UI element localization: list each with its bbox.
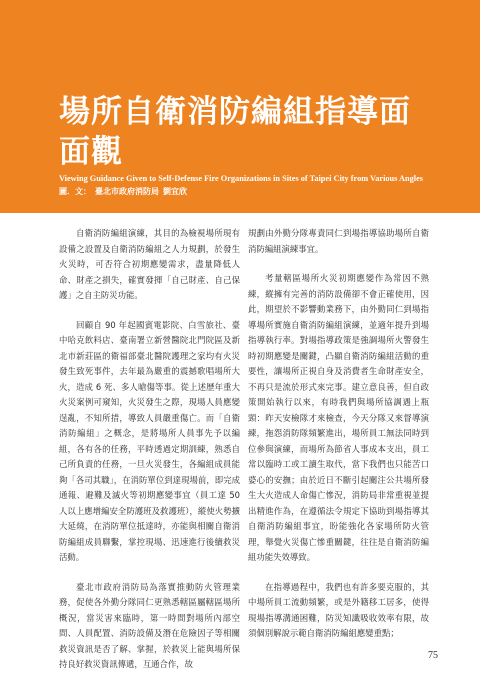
right-text-column [248,226,429,656]
paragraph: 自衛消防編組演練，其目的為檢視場所現有設備之設置及自衛消防編組之人力規劃，於發生火災時，可否符合初期應變需求，盡量降低人命、財產之損失，確實發揮「自己財產、自己保護」之自主防災功能。 [59,228,240,300]
byline-prefix: 圖．文： [59,186,91,196]
byline [59,186,191,197]
paragraph: 臺北市政府消防局為落實推動防火管理業務，促使各外勤分隊同仁更熟悉轄區屬轄區場所概況，當災害來臨時，第一時間對場所內部空間、人員配置、消防設備及潛在危險因子等相關救災資訊是否了解、掌握，於救災上能與場所保持良好救災資訊傳遞，互通合作，故 [59,581,240,669]
article-title: 場所自衛消防編組指導面面觀 [59,94,411,170]
byline-org: 臺北市政府消防局 [95,186,159,196]
byline-author: 劉宜欣 [163,186,187,196]
paragraph: 在指導過程中，我們也有許多要克服的，其中場所員工流動頻繁，或是外籍移工居多，使得現場指導溝通困難，防災知識吸收效率有限，故須個別解說示範自衛消防編組應變重點； [248,581,429,638]
paragraph: 回顧自 90 年起國賓電影院、白雪旅社、臺中哈克飲料店、臺南署立新營醫院北門院區及新北市新莊區的衛福部臺北醫院護理之家均有火災發生致死事件，去年最為嚴重的震撼歌唱場所大火，造成 6 死、多人嗆傷等事。從上述歷年重大火災案例可窺知，火災發生之際，現場人員應變逞亂，不知所措，導致人員嚴重傷亡。而「自衛消防編組」之概念，是將場所人員事先予以編組，各有各的任務，平時透過定期訓練，熟悉自己所負責的任務，一旦火災發生，各編組成員能夠「各司其職」，在消防單位到達現場前，即完成通報、避難及滅火等初期應變事宜（員工達 50 人以上應增編安全防護班及救護班），縱使火勢擴大延燒，在消防單位抵達時，亦能與相關自衛消防編組成員聯繫，掌控現場、迅速進行後續救災活動。 [59,319,240,562]
page-number: 75 [428,650,438,661]
paragraph: 考量轄區場所火災初期應變作為常因不熟練，縱擁有完善的消防設備卻不會正確使用，因此，期望於不影響動業務下，由外勤同仁到場指導場所實施自衛消防編組演練，並適年提升到場指導執行率。對場指導政策是強調場所火警發生時初期應變是關鍵，凸顯自衛消防編組活動的重要性，讓場所正視自身及消費者生命財產安全，不再只是流於形式來完事。建立意良善，但自政策開始執行以來，有時我們與場所協調遇上瓶頸：昨天安檢隊才來檢查，今天分隊又來督導演練，拖怨消防隊頻繁進出，場所員工無法同時到位參與演練，而場所為節省人事成本支出，員工常以臨時工或工讀生取代，當下我們也只能苦口婆心的安撫；由於近日不斷引起關注公共場所發生大火造成人命傷亡慘況，消防局非常重視並提出精進作為，在遵循法令規定下協助到場指導其自衛消防編組事宜，盼能強化各家場所防火管理，舉覺火災傷亡慘重關鍵，往往是自衛消防編組功能失效導致。 [248,273,429,562]
english-subtitle: Viewing Guidance Given to Self-Defense Fire Organizations in Sites of Taipei City from Various Angles [59,174,423,183]
paragraph: 規劃由外勤分隊專責同仁到場指導協助場所自衛消防編組演練事宜。 [248,228,429,254]
left-text-column [59,226,240,687]
